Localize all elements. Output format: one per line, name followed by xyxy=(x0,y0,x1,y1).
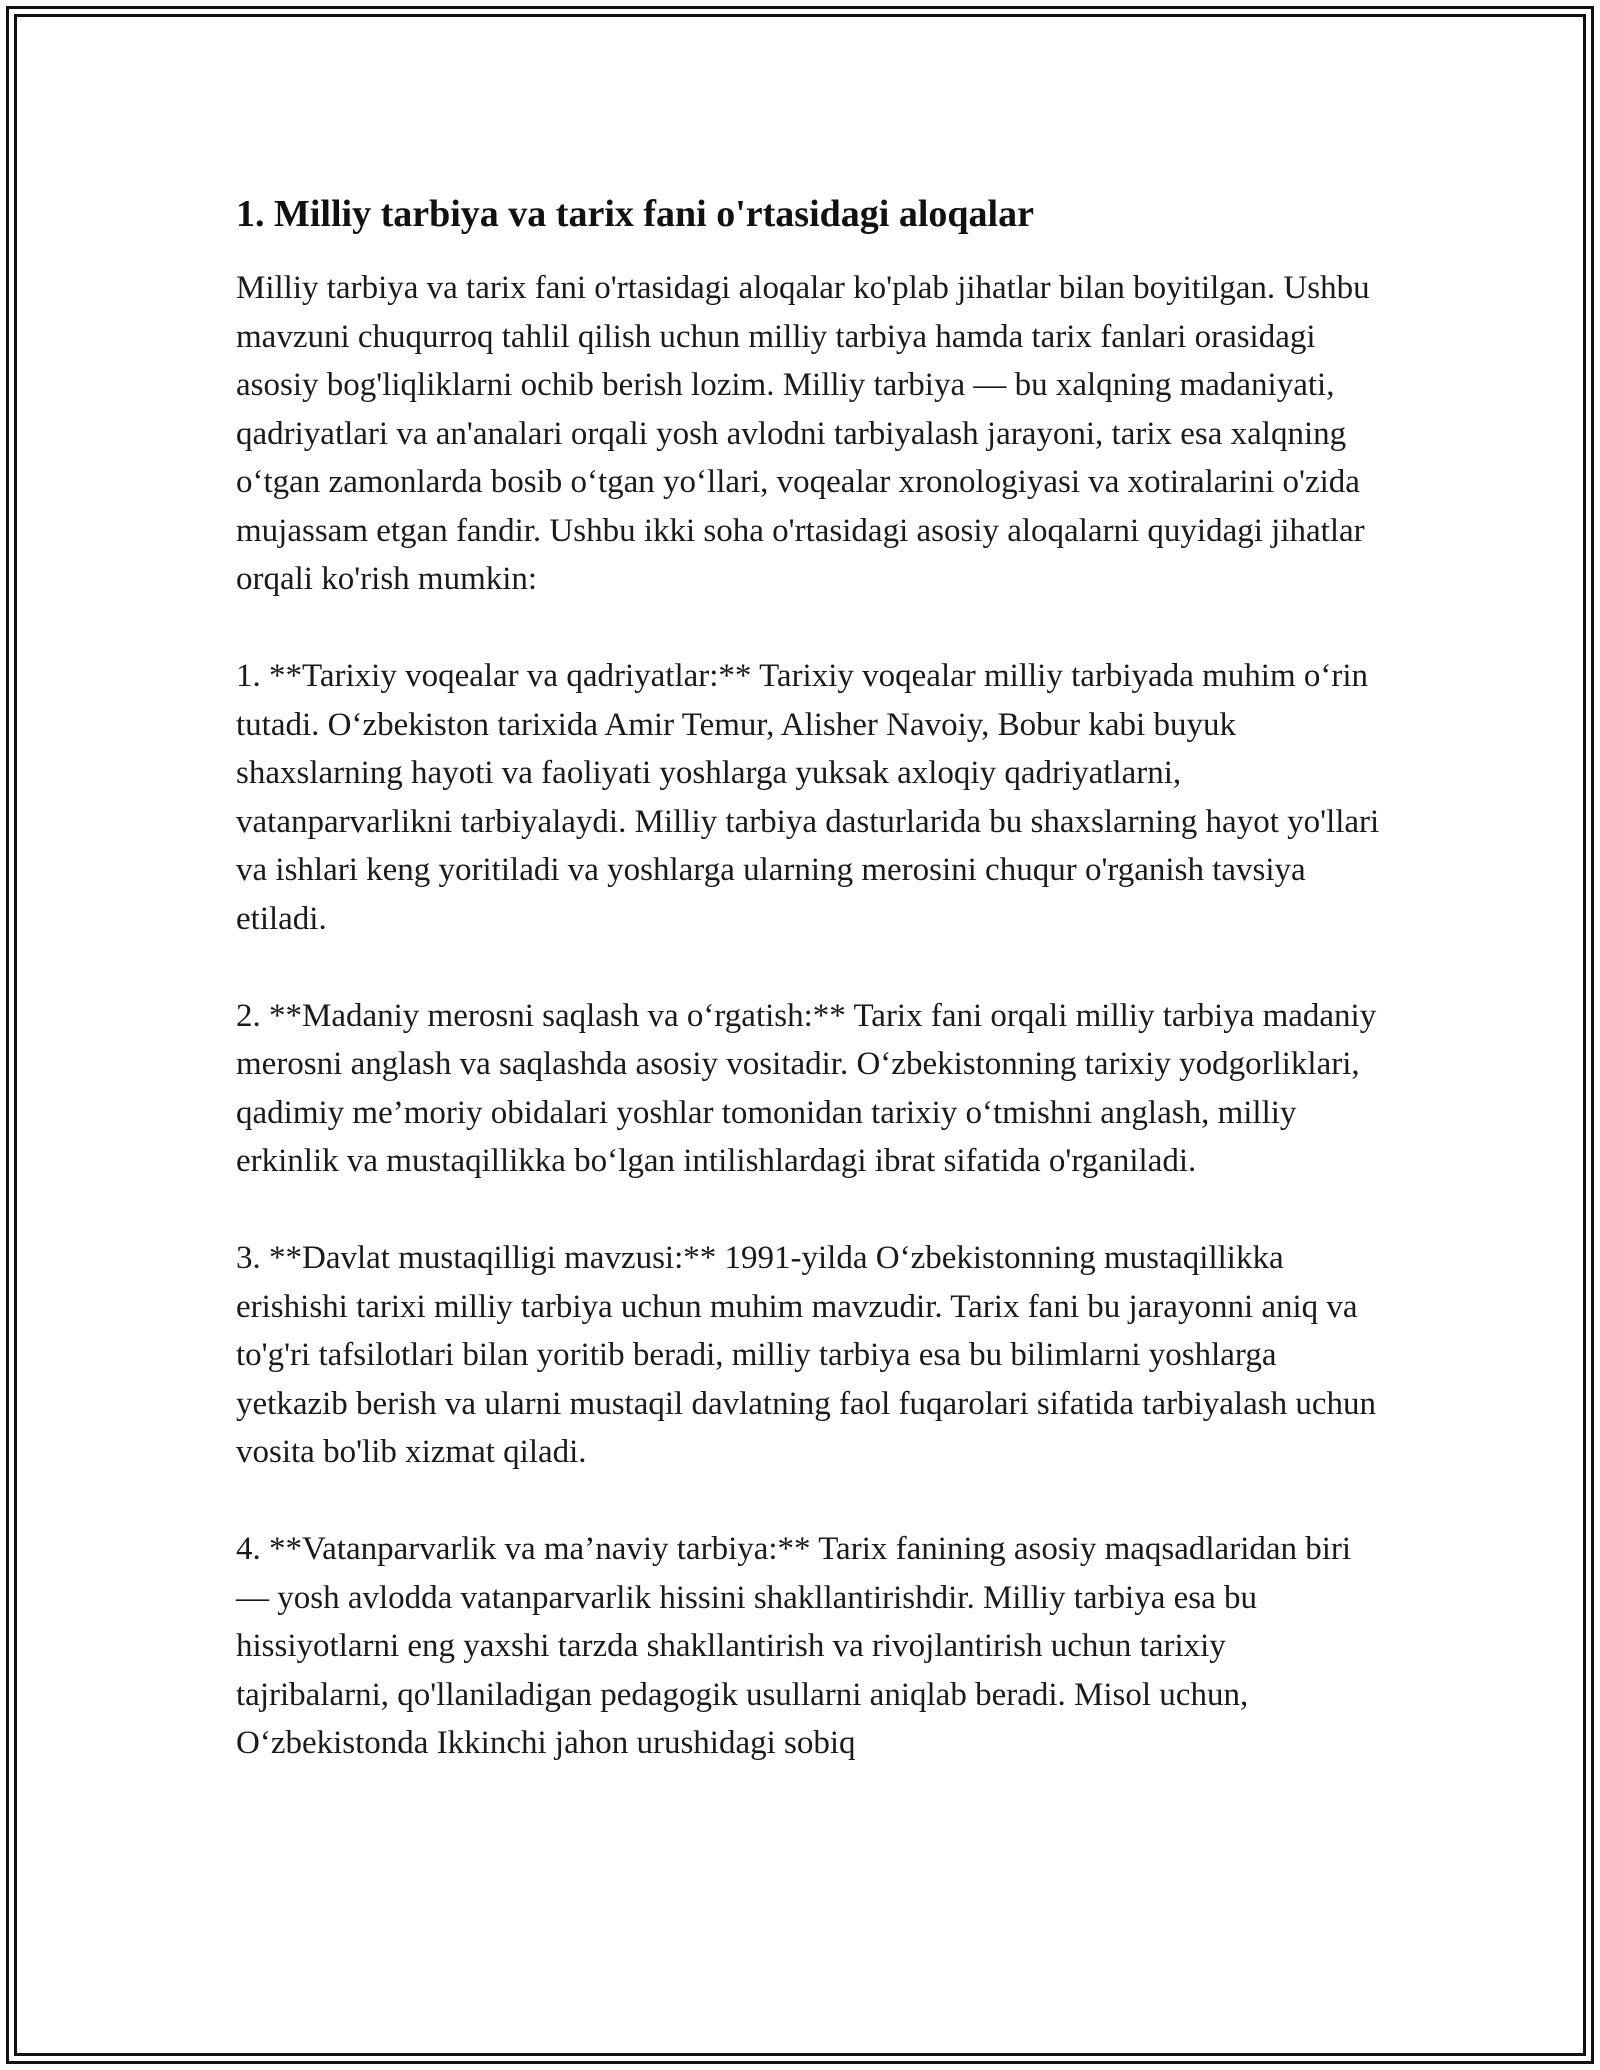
section-title: 1. Milliy tarbiya va tarix fani o'rtasidagi aloqalar xyxy=(236,193,1034,235)
paragraph-historical-events: 1. **Tarixiy voqealar va qadriyatlar:** Tarixiy voqealar milliy tarbiyada muhim o‘rin tutadi. O‘zbekiston tarixida Amir Temur, Alisher Navoiy, Bobur kabi buyuk shaxslarning hayoti va faoliyati yoshlarga yuksak axloqiy qadriyatlarni, vatanparvarlikni tarbiyalaydi. Milliy tarbiya dasturlarida bu shaxslarning hayot yo'llari va ishlari keng yoritiladi va yoshlarga ularning merosini chuqur o'rganish tavsiya etiladi. xyxy=(236,658,1380,937)
paragraph-cultural-heritage: 2. **Madaniy merosni saqlash va o‘rgatish:** Tarix fani orqali milliy tarbiya madaniy merosni anglash va saqlashda asosiy vositadir. O‘zbekistonning tarixiy yodgorliklari, qadimiy me’moriy obidalari yoshlar tomonidan tarixiy o‘tmishni anglash, milliy erkinlik va mustaqillikka bo‘lgan intilishlardagi ibrat sifatida o'rganiladi. xyxy=(236,997,1377,1179)
document-body xyxy=(236,188,1386,1768)
intro-paragraph: Milliy tarbiya va tarix fani o'rtasidagi aloqalar ko'plab jihatlar bilan boyitilgan. Ushbu mavzuni chuqurroq tahlil qilish uchun milliy tarbiya hamda tarix fanlari orasidagi asosiy bog'liqliklarni ochib berish lozim. Milliy tarbiya — bu xalqning madaniyati, qadriyatlari va an'analari orqali yosh avlodni tarbiyalash jarayoni, tarix esa xalqning o‘tgan zamonlarda bosib o‘tgan yo‘llari, voqealar xronologiyasi va xotiralarini o'zida mujassam etgan fandir. Ushbu ikki soha o'rtasidagi asosiy aloqalarni quyidagi jihatlar orqali ko'rish mumkin: xyxy=(236,270,1370,597)
paragraph-state-independence: 3. **Davlat mustaqilligi mavzusi:** 1991-yilda O‘zbekistonning mustaqillikka erishishi tarixi milliy tarbiya uchun muhim mavzudir. Tarix fani bu jarayonni aniq va to'g'ri tafsilotlari bilan yoritib beradi, milliy tarbiya esa bu bilimlarni yoshlarga yetkazib berish va ularni mustaqil davlatning faol fuqarolari sifatida tarbiyalash uchun vosita bo'lib xizmat qiladi. xyxy=(236,1240,1376,1470)
paragraph-patriotism: 4. **Vatanparvarlik va ma’naviy tarbiya:** Tarix fanining asosiy maqsadlaridan biri — yosh avlodda vatanparvarlik hissini shakllantirishdir. Milliy tarbiya esa bu hissiyotlarni eng yaxshi tarzda shakllantirish va rivojlantirish uchun tarixiy tajribalarni, qo'llaniladigan pedagogik usullarni aniqlab beradi. Misol uchun, O‘zbekistonda Ikkinchi jahon urushidagi sobiq xyxy=(236,1531,1352,1761)
